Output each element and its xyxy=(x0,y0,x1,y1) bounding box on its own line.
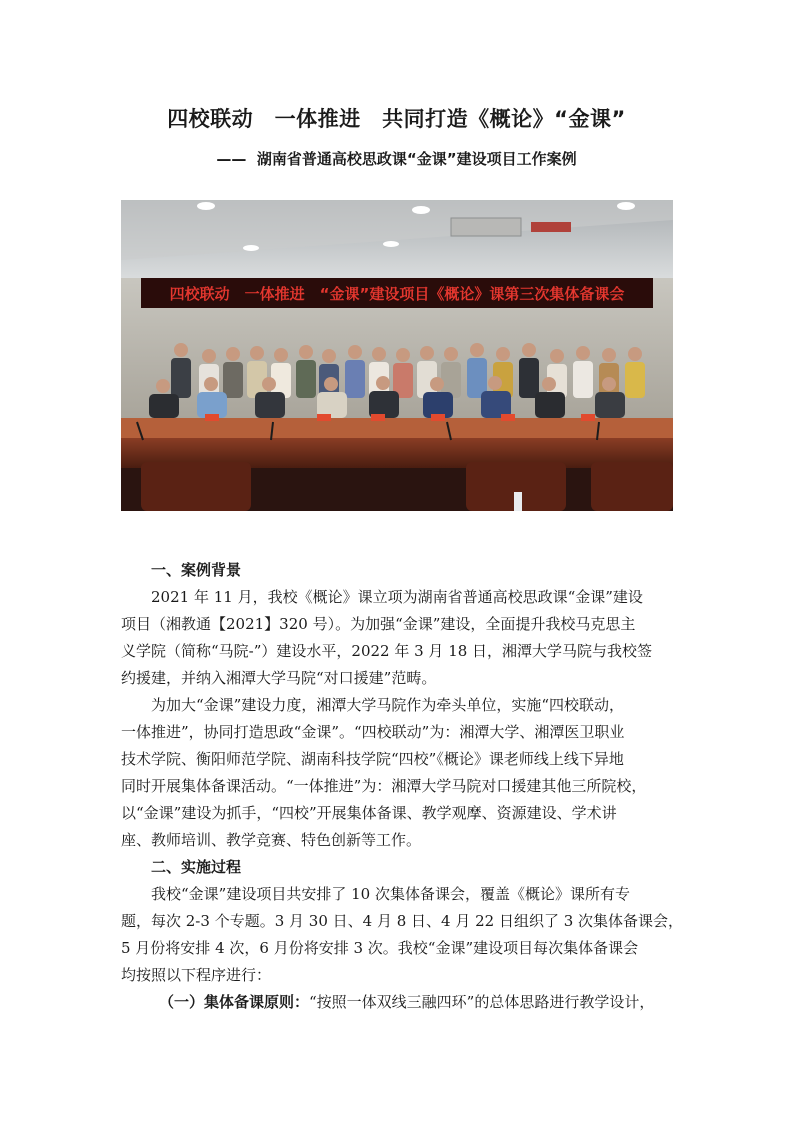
section-heading-background: 一、案例背景 xyxy=(151,561,242,579)
paragraph-line: 约援建，并纳入湘潭大学马院“对口援建”范畴。 xyxy=(121,669,437,687)
paragraph-line: 义学院（简称“马院-”）建设水平，2022 年 3 月 18 日，湘潭大学马院与我校签 xyxy=(121,642,653,660)
document-subtitle: —— 湖南省普通高校思政课“金课”建设项目工作案例 xyxy=(216,150,577,168)
list-item-label: （一）集体备课原则： xyxy=(159,993,310,1011)
paragraph-line: 为加大“金课”建设力度，湘潭大学马院作为牵头单位，实施“四校联动， xyxy=(151,696,625,714)
paragraph-line: 均按照以下程序进行： xyxy=(121,966,272,984)
paragraph-line: 5 月份将安排 4 次，6 月份将安排 3 次。我校“金课”建设项目每次集体备课会 xyxy=(121,939,639,957)
list-item-text: “按照一体双线三融四环”的总体思路进行教学设计， xyxy=(309,993,655,1011)
paragraph-line: 同时开展集体备课活动。“一体推进”为：湘潭大学马院对口援建其他三所院校， xyxy=(121,777,647,795)
paragraph-line: 以“金课”建设为抓手，“四校”开展集体备课、教学观摩、资源建设、学术讲 xyxy=(121,804,617,822)
list-item-principle xyxy=(121,989,677,1016)
paragraph-line: 我校“金课”建设项目共安排了 10 次集体备课会，覆盖《概论》课所有专 xyxy=(151,885,630,903)
section-heading-process: 二、实施过程 xyxy=(151,858,242,876)
document-body xyxy=(121,557,684,1016)
paragraph-line: 项目（湘教通【2021】320 号）。为加强“金课”建设，全面提升我校马克思主 xyxy=(121,615,636,633)
paragraph-line: 一体推进”，协同打造思政“金课”。“四校联动”为：湘潭大学、湘潭医卫职业 xyxy=(121,723,625,741)
meeting-photo xyxy=(121,200,673,511)
banner-text: 四校联动 一体推进 “金课”建设项目《概论》课第三次集体备课会 xyxy=(169,285,625,303)
paragraph-line: 技术学院、衡阳师范学院、湖南科技学院“四校”《概论》课老师线上线下异地 xyxy=(121,750,624,768)
paragraph-line: 座、教师培训、教学竞赛、特色创新等工作。 xyxy=(121,831,422,849)
document-title: 四校联动 一体推进 共同打造《概论》“金课” xyxy=(167,107,626,131)
paragraph-line: 2021 年 11 月，我校《概论》课立项为湖南省普通高校思政课“金课”建设 xyxy=(151,588,643,606)
paragraph-line: 题，每次 2-3 个专题。3 月 30 日、4 月 8 日、4 月 22 日组织了 3 次集体备课会， xyxy=(121,912,684,930)
